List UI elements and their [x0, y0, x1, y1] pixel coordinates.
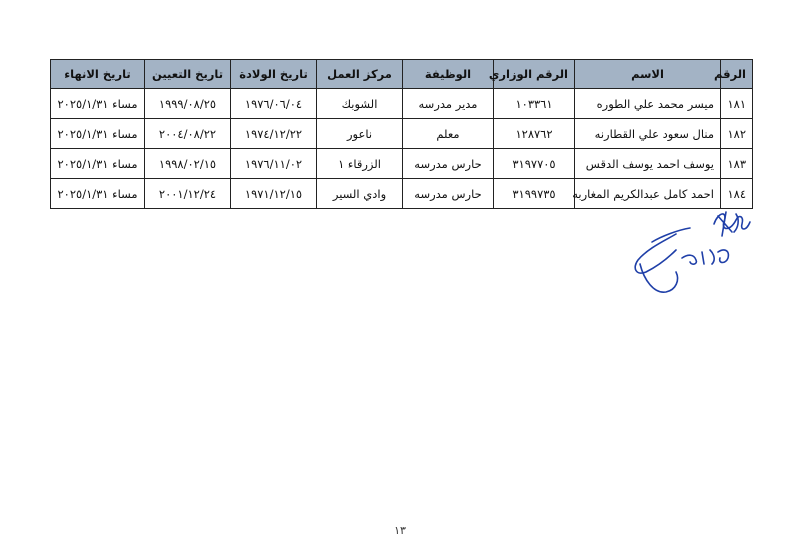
table-row: [51, 119, 753, 149]
header-name: الاسم: [575, 60, 721, 89]
header-appointment-date: تاريخ التعيين: [145, 60, 231, 89]
cell-job: حارس مدرسه: [403, 179, 494, 209]
cell-name: ميسر محمد علي الطوره: [575, 89, 721, 119]
signature-stroke: [714, 214, 750, 229]
cell-end-date: مساء ٢٠٢٥/١/٣١: [51, 119, 145, 149]
header-workplace: مركز العمل: [317, 60, 403, 89]
cell-ministry-number: ٣١٩٧٧٠٥: [494, 149, 575, 179]
cell-number: ١٨٢: [721, 119, 753, 149]
cell-number: ١٨٤: [721, 179, 753, 209]
signature-stroke: [682, 255, 696, 264]
cell-workplace: الشوبك: [317, 89, 403, 119]
signature-stroke: [652, 228, 690, 242]
cell-workplace: الزرقاء ١: [317, 149, 403, 179]
table-header-row: [51, 60, 753, 89]
cell-birth-date: ١٩٧١/١٢/١٥: [231, 179, 317, 209]
cell-job: معلم: [403, 119, 494, 149]
cell-appointment-date: ١٩٩٩/٠٨/٢٥: [145, 89, 231, 119]
cell-number: ١٨١: [721, 89, 753, 119]
cell-birth-date: ١٩٧٦/١١/٠٢: [231, 149, 317, 179]
cell-ministry-number: ١٢٨٧٦٢: [494, 119, 575, 149]
cell-job: مدير مدرسه: [403, 89, 494, 119]
cell-name: منال سعود علي القطارنه: [575, 119, 721, 149]
cell-number: ١٨٣: [721, 149, 753, 179]
cell-appointment-date: ١٩٩٨/٠٢/١٥: [145, 149, 231, 179]
cell-workplace: وادي السير: [317, 179, 403, 209]
signature-stroke: [640, 264, 678, 292]
signature-stroke: [702, 250, 714, 264]
page-number: ١٣: [394, 524, 406, 537]
cell-ministry-number: ١٠٣٣٦١: [494, 89, 575, 119]
cell-appointment-date: ٢٠٠١/١٢/٢٤: [145, 179, 231, 209]
header-birth-date: تاريخ الولادة: [231, 60, 317, 89]
header-job: الوظيفة: [403, 60, 494, 89]
header-number: الرقم: [721, 60, 753, 89]
cell-name: يوسف احمد يوسف الدقس: [575, 149, 721, 179]
signature-stroke: [718, 212, 738, 236]
cell-appointment-date: ٢٠٠٤/٠٨/٢٢: [145, 119, 231, 149]
cell-end-date: مساء ٢٠٢٥/١/٣١: [51, 149, 145, 179]
cell-birth-date: ١٩٧٤/١٢/٢٢: [231, 119, 317, 149]
header-end-date: تاريخ الانهاء: [51, 60, 145, 89]
table-row: [51, 89, 753, 119]
cell-end-date: مساء ٢٠٢٥/١/٣١: [51, 89, 145, 119]
cell-end-date: مساء ٢٠٢٥/١/٣١: [51, 179, 145, 209]
cell-ministry-number: ٣١٩٩٧٣٥: [494, 179, 575, 209]
table-row: [51, 149, 753, 179]
records-table: [50, 59, 753, 209]
cell-job: حارس مدرسه: [403, 149, 494, 179]
cell-birth-date: ١٩٧٦/٠٦/٠٤: [231, 89, 317, 119]
signature-stroke: [718, 250, 728, 263]
cell-workplace: ناعور: [317, 119, 403, 149]
header-ministry-number: الرقم الوزاري: [494, 60, 575, 89]
handwritten-signature: [618, 202, 753, 300]
cell-name: احمد كامل عبدالكريم المغاربه: [575, 179, 721, 209]
